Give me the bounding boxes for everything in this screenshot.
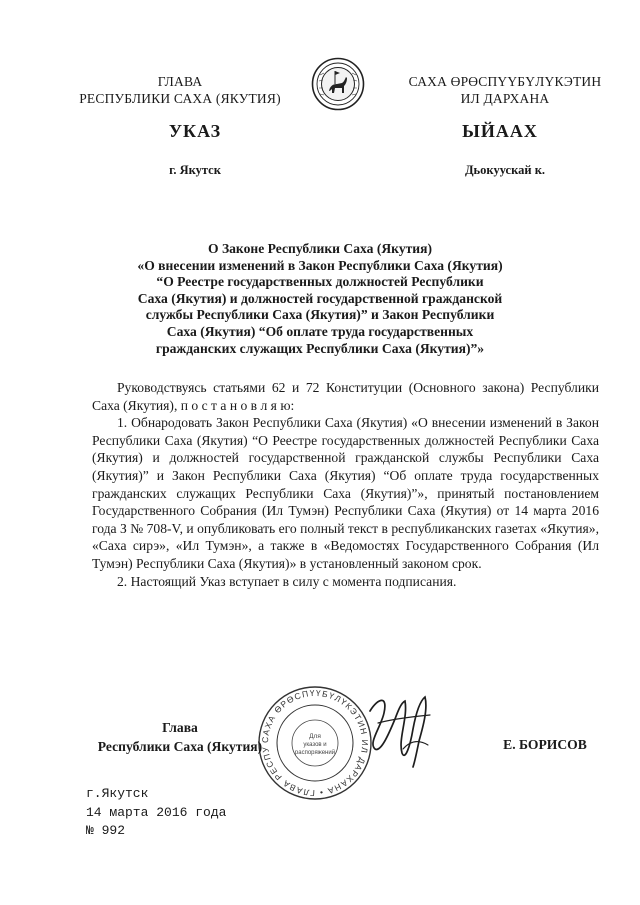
stamp-inner-line2: указов и [303, 742, 327, 748]
header-left-line1: ГЛАВА [157, 74, 203, 89]
title-line-3: “О Реестре государственных должностей Республики [156, 274, 484, 290]
stamp-inner-line3: распоряжений [294, 750, 336, 756]
body-item-1: 1. Обнародовать Закон Республики Саха (Якутия) «О внесении изменений в Закон Республики Саха (Якутия) “О Реестре государственных должностей Республики Саха (Якутия) и должностей государственной гражданской службы Республики Саха (Якутия)” и Закон Республики Саха (Якутия) “Об оплате труда государственных гражданских служащих Республики Саха (Якутия)”», принятый постановлением Государственного Собрания (Ил Тумэн) Республики Саха (Якутия) от 14 марта 2016 года З № 708-V, и опубликовать его полный текст в республиканских газетах «Якутия», «Саха сирэ», «Ил Тумэн», а также в «Ведомостях Государственного Собрания (Ил Тумэн) Республики Саха (Якутия)» в установленный законом срок. [92, 415, 599, 571]
doc-type-left: УКАЗ [168, 121, 222, 141]
signatory-name: Е. БОРИСОВ [503, 737, 587, 752]
signature-title-line1: Глава [162, 720, 198, 735]
footer-block [86, 785, 386, 841]
svg-text:САХА ӨРӨСПҮҮБҮЛҮКЭТИН ИЛ ДАРХА: САХА ӨРӨСПҮҮБҮЛҮКЭТИН ИЛ ДАРХАНА • ГЛАВА РЕСПУ [259, 687, 371, 799]
city-right: Дьокуускай к. [464, 163, 546, 177]
footer-city: г.Якутск [86, 786, 149, 801]
body-intro: Руководствуясь статьями 62 и 72 Конституции (Основного закона) Республики Саха (Якутия), п о с т а н о в л я ю: [92, 380, 599, 413]
title-line-2: «О внесении изменений в Закон Республики Саха (Якутия) [137, 257, 503, 273]
signature-title [80, 718, 280, 756]
title-line-5: службы Республики Саха (Якутия)” и Закон Республики [145, 307, 495, 323]
footer-date: 14 марта 2016 года [86, 804, 227, 820]
title-line-7: гражданских служащих Республики Саха (Якутия)”» [155, 340, 485, 356]
header-left-line2: РЕСПУБЛИКИ САХА (ЯКУТИЯ) [79, 91, 281, 106]
header-right-line2: ИЛ ДАРХАНА [460, 91, 550, 106]
footer-number: № 992 [86, 823, 126, 838]
doc-type-right: ЫЙААХ [462, 121, 538, 141]
stamp-inner-line1: Для [309, 733, 321, 740]
body-item-2: 2. Настоящий Указ вступает в силу с момента подписания. [117, 573, 457, 589]
handwritten-signature [348, 683, 448, 773]
title-line-4: Саха (Якутия) и должностей государственной гражданской [137, 290, 503, 306]
city-left: г. Якутск [169, 163, 221, 177]
header-right [380, 73, 630, 107]
title-line-1: О Законе Республики Саха (Якутия) [207, 241, 433, 256]
document-title [80, 241, 560, 357]
coat-of-arms-emblem [311, 57, 365, 111]
header-left [60, 73, 300, 107]
document-body [92, 379, 599, 590]
header-right-line1: САХА ӨРӨСПҮҮБҮЛҮКЭТИН [408, 74, 602, 89]
signature-title-line2: Республики Саха (Якутия) [97, 739, 263, 754]
title-line-6: Саха (Якутия) “Об оплате труда государственных [166, 323, 474, 339]
